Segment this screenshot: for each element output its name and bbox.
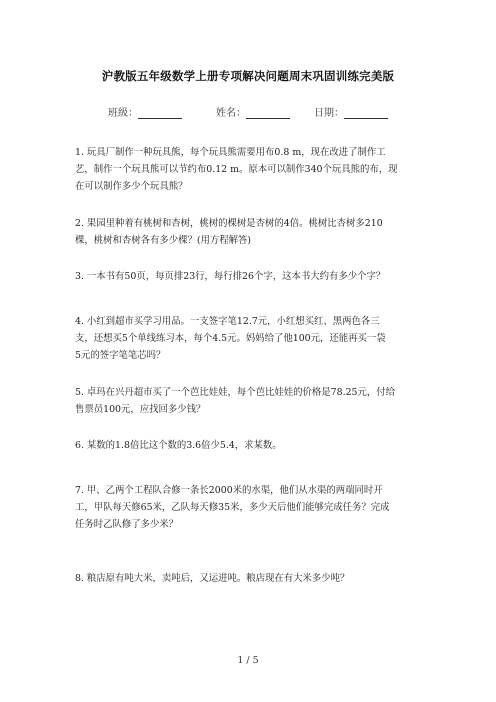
name-blank	[246, 108, 290, 119]
question-line: 5元的签字笔笔芯吗？	[75, 350, 166, 361]
class-label: 班级：	[108, 108, 138, 119]
question-line: 1. 玩具厂制作一种玩具熊，每个玩具熊需要用布0.8 m，现在改进了制作工	[75, 147, 386, 158]
name-label: 姓名：	[216, 108, 246, 119]
date-label: 日期：	[314, 108, 344, 119]
question-line: 支，还想买5个单线练习本，每个4.5元。妈妈给了他100元，还能再买一袋	[75, 333, 386, 344]
question-line: 棵，桃树和杏树各有多少棵？(用方程解答)	[75, 235, 252, 246]
question-1	[75, 144, 425, 195]
question-5	[75, 384, 425, 418]
question-line: 在可以制作多少个玩具熊？	[75, 181, 188, 192]
question-3	[75, 268, 425, 285]
name-field	[216, 104, 290, 119]
question-line: 7. 甲、乙两个工程队合修一条长2000米的水渠，他们从水渠的两端同时开	[75, 485, 383, 496]
date-blank	[344, 108, 388, 119]
question-6	[75, 437, 425, 454]
question-8	[75, 570, 425, 587]
question-2	[75, 215, 425, 249]
question-line: 3. 一本书有50页，每页排23行，每行排26个字，这本书大约有多少个字？	[75, 271, 386, 282]
page-indicator: 1 / 5	[237, 655, 259, 666]
date-field	[314, 104, 388, 119]
class-field	[108, 104, 182, 119]
question-7	[75, 482, 425, 533]
question-line: 售票员100元，应找回多少钱？	[75, 404, 206, 415]
question-line: 工，甲队每天修65米，乙队每天修35米，多少天后他们能够完成任务？完成	[75, 502, 390, 513]
question-line: 5. 卓玛在兴丹超市买了一个芭比娃娃，每个芭比娃娃的价格是78.25元，付给	[75, 387, 396, 398]
question-line: 6. 某数的1.8倍比这个数的3.6倍少5.4，求某数。	[75, 440, 282, 451]
question-line: 8. 粮店原有吨大米，卖吨后，又运进吨。粮店现在有大米多少吨？	[75, 573, 350, 584]
document-title: 沪教版五年级数学上册专项解决问题周末巩固训练完美版	[101, 69, 395, 83]
question-4	[75, 313, 425, 364]
class-blank	[138, 108, 182, 119]
question-line: 4. 小红到超市买学习用品。一支签字笔12.7元，小红想买红、黑两色各三	[75, 316, 380, 327]
question-line: 2. 果园里种着有桃树和杏树，桃树的棵树是杏树的4倍。桃树比杏树多210	[75, 218, 383, 229]
question-line: 任务时乙队修了多少米？	[75, 519, 179, 530]
question-line: 艺，制作一个玩具熊可以节约布0.12 m。原本可以制作340个玩具熊的布，现	[75, 164, 398, 175]
